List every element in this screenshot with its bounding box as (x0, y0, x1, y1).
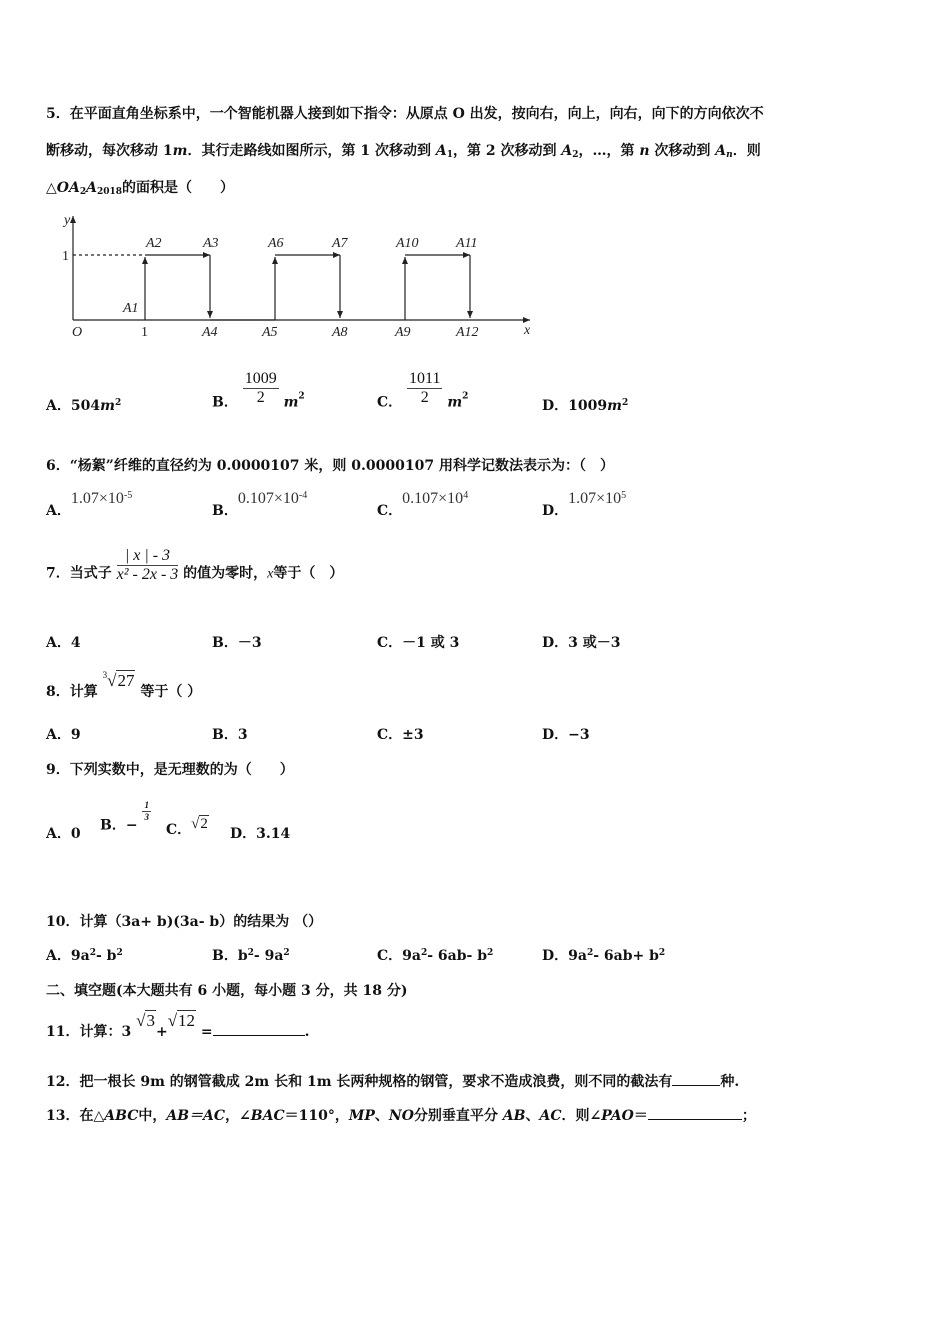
q7-var: x (267, 566, 274, 582)
q5-var: A (435, 143, 447, 159)
sci-exp: -4 (298, 490, 308, 501)
section-heading-fill-in: 二、填空题(本大题共有 6 小题，每小题 3 分，共 18 分) (46, 983, 408, 999)
q11-stem (46, 1010, 310, 1041)
q12-text: 种. (720, 1074, 740, 1090)
q8-stem (46, 670, 201, 701)
option-exp: 2 (298, 391, 305, 402)
q8-option-d[interactable]: D．−3 (542, 727, 590, 743)
q9-option-c[interactable] (166, 815, 209, 839)
radicand: 3 (146, 1011, 155, 1030)
option-label: B． (100, 817, 126, 834)
q5-var: A (561, 143, 573, 159)
q9-option-b[interactable] (100, 800, 151, 835)
q13-stem (46, 1105, 756, 1125)
option-value: 504 (70, 398, 101, 414)
q5-text: m (172, 143, 188, 159)
q13-text: ＝110°， (284, 1108, 349, 1124)
q13-var: AC (539, 1108, 562, 1124)
radicand: 12 (178, 1011, 196, 1030)
q13-text: 13．在△ (46, 1108, 105, 1124)
point-A8: A8 (332, 325, 348, 340)
q13-text: ．则∠ (561, 1108, 602, 1124)
radicand: 2 (200, 816, 208, 832)
term: 9a (568, 948, 587, 964)
square-root: √12 (167, 1011, 196, 1030)
sci-base: 0.107×10 (237, 490, 299, 507)
point-A11: A11 (456, 236, 478, 251)
q7-option-c[interactable]: C．－1 或 3 (377, 635, 460, 651)
exp: 2 (658, 948, 666, 958)
option-label: B． (212, 394, 238, 411)
q6-option-b[interactable] (212, 490, 307, 520)
term: - 6ab+ b (593, 948, 659, 964)
q8-option-c[interactable]: C．±3 (377, 727, 424, 743)
q13-text: 中， (138, 1108, 167, 1124)
exp: 2 (283, 948, 290, 958)
q6-stem: 6．“杨絮”纤维的直径约为 0.0000107 米，则 0.0000107 用科学记数法表示为：（ ） (46, 458, 614, 474)
q11-plus: + (155, 1024, 168, 1040)
q11-text: 11．计算：3 (46, 1024, 132, 1040)
q12-stem (46, 1071, 739, 1091)
q11-text: . (304, 1024, 310, 1040)
option-unit: m (447, 394, 463, 411)
q7-text: 的值为零时， (183, 565, 268, 582)
option-exp: 2 (462, 391, 469, 402)
term: b (237, 948, 248, 964)
point-A6: A6 (268, 236, 284, 251)
q13-var: BAC (250, 1108, 285, 1124)
q13-text: ； (741, 1108, 756, 1124)
q5-var: A (715, 143, 727, 159)
q13-var: ABC (104, 1108, 139, 1124)
q8-option-b[interactable]: B．3 (212, 727, 248, 743)
q10-option-a[interactable] (46, 945, 123, 965)
q13-var: MP (348, 1108, 375, 1124)
sci-base: 1.07×10 (70, 490, 124, 507)
q5-option-b[interactable] (212, 370, 305, 412)
q5-line3 (46, 177, 234, 197)
q13-var: PAO (601, 1108, 634, 1124)
q6-option-a[interactable] (46, 490, 132, 520)
option-label: D． (542, 398, 569, 414)
fraction-numerator: 1009 (244, 370, 277, 387)
fraction-numerator: | x | - 3 (117, 547, 179, 566)
square-root: √3 (136, 1011, 155, 1030)
q11-equals: = (200, 1024, 213, 1040)
q5-sub: 1 (446, 150, 453, 160)
robot-path-graph (50, 210, 550, 345)
option-label: B． (212, 503, 238, 519)
root-index: 3 (102, 670, 108, 680)
q13-var: NO (388, 1108, 414, 1124)
point-A5: A5 (262, 325, 278, 340)
answer-blank[interactable] (648, 1107, 742, 1120)
q10-option-d[interactable] (542, 945, 665, 965)
option-label: A． (46, 398, 71, 414)
option-unit: m (283, 394, 299, 411)
option-sign: − (125, 817, 138, 834)
q5-var: OA (56, 180, 80, 196)
option-unit: m (100, 398, 115, 414)
term: 9a (402, 948, 421, 964)
q7-fraction (117, 547, 179, 584)
fraction-denominator: 2 (420, 389, 429, 406)
fraction (142, 800, 151, 823)
q5-text: 断移动，每次移动 1 (46, 143, 173, 159)
point-A4: A4 (202, 325, 218, 340)
option-label: C． (377, 394, 403, 411)
q13-text: 、 (525, 1108, 540, 1124)
q8-option-a[interactable]: A．9 (46, 727, 81, 743)
term: - b (95, 948, 117, 964)
exp: 2 (420, 948, 428, 958)
sci-base: 0.107×10 (402, 490, 464, 507)
y-label: y (64, 213, 71, 228)
term: - 9a (253, 948, 284, 964)
q5-text: ，第 2 次移动到 (452, 143, 562, 159)
q7-option-d[interactable]: D．3 或－3 (542, 635, 621, 651)
q5-option-d[interactable] (542, 395, 628, 415)
option-label: C． (377, 948, 403, 964)
x-tick-1: 1 (141, 325, 148, 340)
q13-var: AB (502, 1108, 526, 1124)
answer-blank[interactable] (672, 1073, 720, 1086)
fraction (407, 370, 442, 407)
q10-stem: 10．计算（3a+ b)(3a- b）的结果为 （） (46, 914, 323, 930)
point-A10: A10 (396, 236, 419, 251)
q5-text: ，…，第 (578, 143, 640, 159)
option-label: C． (377, 503, 403, 519)
q7-text: 7．当式子 (46, 565, 112, 582)
q5-var: n (639, 143, 650, 159)
q8-text: 8．计算 (46, 684, 98, 700)
option-exp: 2 (621, 398, 629, 408)
q5-sub: n (726, 150, 733, 160)
radicand: 27 (117, 671, 135, 690)
exp: 2 (89, 948, 96, 958)
fraction-denominator: 2 (256, 389, 265, 406)
q9-stem: 9．下列实数中，是无理数的为（ ） (46, 762, 294, 778)
answer-blank[interactable] (213, 1023, 305, 1036)
option-label: B． (212, 948, 238, 964)
y-tick-1: 1 (62, 249, 69, 264)
sci-exp: 5 (621, 490, 627, 501)
option-exp: 2 (114, 398, 122, 408)
point-A1: A1 (123, 301, 139, 316)
option-label: A． (46, 503, 71, 519)
origin-label: O (72, 325, 83, 340)
q5-text: 的面积是（ ） (122, 180, 235, 196)
q5-text: ．其行走路线如图所示，第 1 次移动到 (187, 143, 436, 159)
cube-root: $^3$√27 (102, 670, 135, 690)
q10-option-c[interactable] (377, 945, 493, 965)
point-A12: A12 (456, 325, 479, 340)
term: - 6ab- b (427, 948, 487, 964)
fraction-denominator: x² - 2x - 3 (116, 566, 179, 583)
sci-exp: 4 (463, 490, 469, 501)
q5-sub: 2018 (96, 187, 123, 197)
option-value: 1009 (568, 398, 608, 414)
option-label: A． (46, 948, 71, 964)
q5-sub: 2 (79, 187, 87, 197)
exp: 2 (116, 948, 123, 958)
square-root: √2 (191, 816, 208, 832)
point-A3: A3 (203, 236, 219, 251)
q10-option-b[interactable] (212, 945, 290, 965)
exp: 2 (247, 948, 254, 958)
fraction-denominator: 3 (144, 812, 149, 822)
q5-text: 次移动到 (649, 143, 716, 159)
point-A2: A2 (146, 236, 162, 251)
x-label: x (524, 323, 531, 338)
q7-text: 等于（ ） (273, 565, 344, 582)
option-label: C． (166, 822, 192, 838)
q5-line2 (46, 140, 761, 160)
q7-stem (46, 547, 343, 584)
exp: 2 (487, 948, 494, 958)
q6-option-d[interactable] (542, 490, 626, 520)
option-label: D． (542, 948, 569, 964)
q5-line1: 5．在平面直角坐标系中，一个智能机器人接到如下指令：从原点 O 出发，按向右，向上，向右，向下的方向依次不 (46, 106, 764, 122)
sci-exp: -5 (123, 490, 133, 501)
fraction-numerator: 1 (144, 800, 149, 810)
point-A9: A9 (395, 325, 411, 340)
q5-sub: 2 (572, 150, 579, 160)
q7-option-a[interactable]: A．4 (46, 635, 81, 651)
option-label: D． (542, 503, 569, 519)
q13-var: AB＝AC (166, 1108, 226, 1124)
q5-option-a[interactable] (46, 395, 121, 415)
fraction (243, 370, 279, 407)
q13-text: ＝ (633, 1108, 648, 1124)
q5-var: A (86, 180, 97, 196)
q13-text: 、 (374, 1108, 389, 1124)
sci-base: 1.07×10 (568, 490, 622, 507)
q7-option-b[interactable]: B．－3 (212, 635, 262, 651)
q9-option-d[interactable]: D．3.14 (230, 826, 291, 842)
q9-option-a[interactable]: A．0 (46, 826, 81, 842)
q13-text: 分别垂直平分 (413, 1108, 503, 1124)
point-A7: A7 (332, 236, 348, 251)
q12-text: 12．把一根长 9m 的钢管截成 2m 长和 1m 长两种规格的钢管，要求不造成浪费，则不同的截法有 (46, 1074, 673, 1090)
fraction-numerator: 1011 (409, 370, 441, 387)
q6-option-c[interactable] (377, 490, 468, 520)
q5-text: △ (46, 180, 57, 196)
q5-option-c[interactable] (377, 370, 468, 412)
q5-text: ．则 (732, 143, 761, 159)
option-unit: m (607, 398, 622, 414)
term: 9a (70, 948, 90, 964)
q8-text: 等于（ ） (140, 684, 202, 700)
q13-text: ，∠ (225, 1108, 251, 1124)
exp: 2 (586, 948, 594, 958)
